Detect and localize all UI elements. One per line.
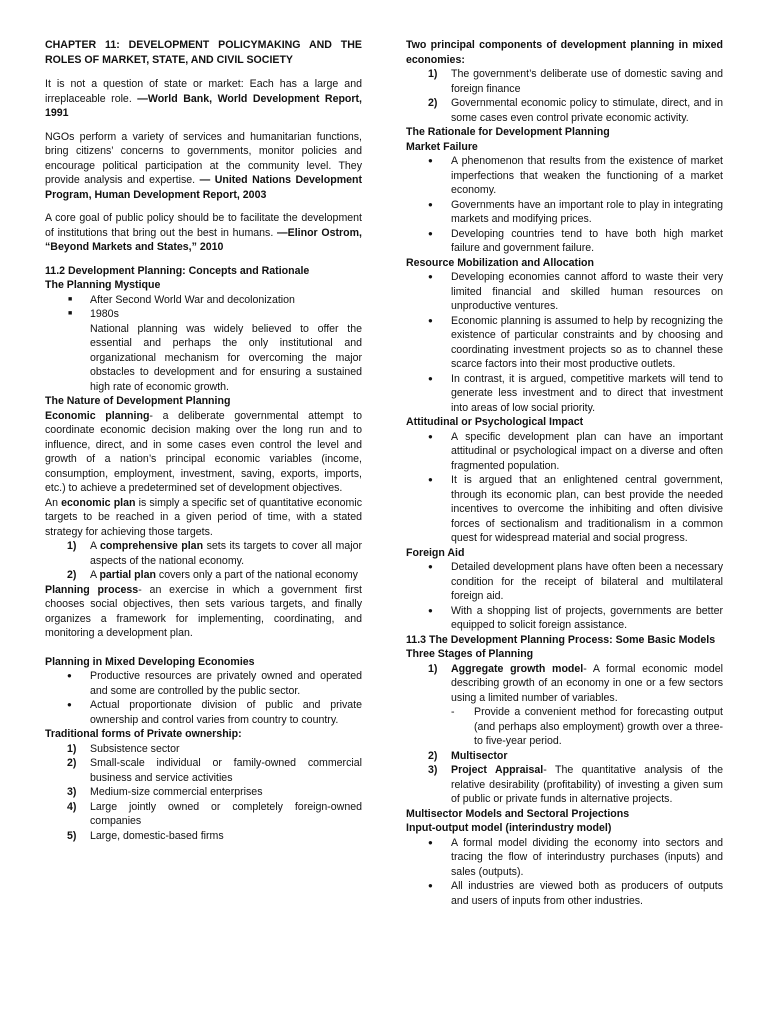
left-column — [45, 38, 362, 843]
attitudinal-heading: Attitudinal or Psychological Impact — [406, 416, 584, 428]
list-item: ■ 1980s — [45, 307, 362, 322]
quote-undp — [45, 130, 362, 203]
list-number: 2) — [67, 757, 77, 769]
item-text: - The quantitative analysis of the relative desirability (profitability) of investing a given sum of public or private funds in alternative projects. — [451, 764, 723, 805]
item-text: Medium-size commercial enterprises — [90, 786, 263, 798]
plan-types-list — [45, 539, 362, 583]
definition-text: is simply a specific set of quantitative economic targets to be reached in a given period of time, with a stated strategy for achieving those targets. — [45, 496, 363, 538]
list-item — [406, 67, 723, 96]
list-item: ● Developing countries tend to have both high market failure and government failure. — [406, 227, 723, 256]
quote-source: — United Nations Development Program, Human Development Report, 2003 — [45, 174, 363, 201]
list-item: ● Governments have an important role to play in integrating markets and modifying prices. — [406, 198, 723, 227]
list-number: 4) — [67, 800, 77, 813]
list-item — [45, 785, 362, 800]
list-item: ● Economic planning is assumed to help by recognizing the existence of particular constraints and by choosing and coordinating investment projects so as to channel these scarce factors into their most productive outlets. — [406, 314, 723, 372]
list-item — [406, 662, 723, 749]
mystique-list — [45, 293, 362, 322]
market-failure-heading: Market Failure — [406, 140, 478, 153]
list-number: 1) — [428, 68, 438, 80]
list-item — [45, 756, 362, 785]
list-item: ● A specific development plan can have an important attitudinal or psychological impact on a diverse and often fragmented population. — [406, 430, 723, 474]
item-text: sets its targets to cover all major aspects of the national economy. — [90, 540, 362, 567]
economic-planning-definition — [45, 409, 362, 496]
list-item — [45, 568, 362, 583]
definition-prefix: An — [45, 496, 62, 509]
definition-text: - a deliberate governmental attempt to coordinate economic decision making over the long run and to influence, direct, and in some cases even control the level and growth of a nation’s principal economic variables (income, consumption, employment, investment, saving, exports, imports, etc.) to achieve a predetermined set of development objectives. — [45, 409, 362, 494]
item-prefix: A — [90, 540, 101, 552]
mixed-economies-heading: Planning in Mixed Developing Economies — [45, 655, 255, 668]
quote-text: It is not a question of state or market: Each has a large and irreplaceable role. — [45, 78, 362, 105]
components-heading: Two principal components of development planning in mixed economies: — [406, 39, 723, 66]
foreign-aid-list — [406, 560, 723, 633]
list-item: ● All industries are viewed both as producers of outputs and users of inputs from other industries. — [406, 879, 723, 908]
list-item: ● In contrast, it is argued, competitive markets will tend to generate less investment and to direct that investment into areas of low social priority. — [406, 372, 723, 416]
quote-source: —Elinor Ostrom, “Beyond Markets and States,” 2010 — [45, 226, 363, 253]
resource-heading: Resource Mobilization and Allocation — [406, 256, 594, 269]
list-item: ● A formal model dividing the economy into sectors and tracing the flow of interindustry purchases (inputs) and sales (outputs). — [406, 836, 723, 880]
item-term: Multisector — [451, 749, 508, 762]
list-number: 3) — [428, 764, 438, 776]
definition-term: Economic planning — [45, 409, 150, 422]
list-item: ● It is argued that an enlightened central government, through its economic plan, can best provide the needed incentives to overcome the inhibiting and often divisive forces of sectionalism and traditionalism in a common quest for widespread material and social progress. — [406, 473, 723, 546]
list-item — [45, 829, 362, 844]
list-item: ● With a shopping list of projects, governments are better equipped to solicit foreign assistance. — [406, 604, 723, 633]
list-item: ■ After Second World War and decolonization — [45, 293, 362, 308]
mixed-economies-list — [45, 669, 362, 727]
list-number: 2) — [428, 97, 438, 109]
list-number: 2) — [67, 569, 77, 581]
list-item — [406, 749, 723, 764]
input-output-heading: Input-output model (interindustry model) — [406, 822, 612, 834]
item-text: Large jointly owned or completely foreign-owned companies — [90, 800, 362, 827]
item-text: Subsistence sector — [90, 742, 180, 755]
list-number: 3) — [67, 786, 77, 798]
list-item — [406, 763, 723, 807]
quote-text: NGOs perform a variety of services and humanitarian functions, bring citizens’ concerns to governments, monitor policies and encourage political participation at the community level. They provide analysis and expertise. — [45, 130, 362, 186]
definition-term: Planning process — [45, 583, 139, 596]
section-heading-11-3: 11.3 The Development Planning Process: Some Basic Models — [406, 633, 716, 646]
chapter-title: CHAPTER 11: DEVELOPMENT POLICYMAKING AND THE ROLES OF MARKET, STATE, AND CIVIL SOCIETY — [45, 39, 362, 66]
multisector-heading: Multisector Models and Sectoral Projections — [406, 807, 630, 820]
list-item — [45, 742, 362, 757]
components-list — [406, 67, 723, 125]
list-item: ● A phenomenon that results from the existence of market imperfections that weaken the functioning of a market economy. — [406, 154, 723, 198]
list-item: ● Actual proportionate division of public and private ownership and control varies from country to country. — [45, 698, 362, 727]
foreign-aid-heading: Foreign Aid — [406, 546, 465, 559]
list-item: ● Detailed development plans have often been a necessary condition for the receipt of bilateral and multilateral foreign aid. — [406, 560, 723, 604]
stage1-sublist — [451, 705, 723, 749]
definition-term: economic plan — [61, 496, 136, 509]
item-text: - A formal economic model describing growth of an economy in one or a few sectors using a limited number of variables. — [451, 662, 723, 704]
list-item — [45, 800, 362, 829]
item-term: Aggregate growth model — [451, 662, 584, 675]
item-text: Large, domestic-based firms — [90, 829, 224, 842]
three-stages-list — [406, 662, 723, 807]
quote-ostrom — [45, 211, 362, 255]
item-text: Small-scale individual or family-owned commercial business and service activities — [90, 757, 362, 784]
list-item — [45, 539, 362, 568]
item-text: covers only a part of the national economy — [155, 569, 358, 581]
list-number: 5) — [67, 829, 77, 842]
rationale-heading: The Rationale for Development Planning — [406, 126, 610, 138]
list-number: 1) — [428, 662, 438, 675]
list-number: 2) — [428, 749, 438, 762]
right-column — [406, 38, 723, 908]
traditional-ownership-heading: Traditional forms of Private ownership: — [45, 728, 242, 740]
economic-plan-definition — [45, 496, 362, 540]
list-number: 1) — [67, 540, 77, 552]
sub-list-item: - Provide a convenient method for forecasting output (and perhaps also employment) growth over a three- to five-year period. — [451, 705, 723, 749]
traditional-ownership-list — [45, 742, 362, 844]
nature-heading: The Nature of Development Planning — [45, 395, 231, 407]
list-item: ● Productive resources are privately owned and operated and some are controlled by the public sector. — [45, 669, 362, 698]
quote-text: A core goal of public policy should be to facilitate the development of institutions that bring out the best in humans. — [45, 212, 362, 239]
list-number: 1) — [67, 742, 77, 755]
resource-list — [406, 270, 723, 415]
list-item: ● Developing economies cannot afford to waste their very limited financial and skilled human resources on unproductive ventures. — [406, 270, 723, 314]
market-failure-list — [406, 154, 723, 256]
attitudinal-list — [406, 430, 723, 546]
planning-mystique-heading: The Planning Mystique — [45, 279, 161, 291]
planning-process-definition — [45, 583, 362, 641]
list-item — [406, 96, 723, 125]
mystique-paragraph: National planning was widely believed to offer the essential and perhaps the only institutional and organizational mechanism for overcoming the major obstacles to development and for ensuring a sustained high rate of economic growth. — [90, 322, 362, 393]
item-term: comprehensive plan — [100, 540, 204, 552]
section-heading-11-2: 11.2 Development Planning: Concepts and Rationale — [45, 264, 310, 277]
item-term: partial plan — [99, 569, 156, 581]
item-prefix: A — [90, 569, 100, 581]
quote-source: —World Bank, World Development Report, 1991 — [45, 92, 362, 119]
item-term: Project Appraisal — [451, 764, 544, 776]
item-text: The government’s deliberate use of domestic saving and foreign finance — [451, 68, 723, 95]
definition-text: - an exercise in which a government first chooses social objectives, then sets various targets, and finally organizes a framework for implementing, coordinating, and monitoring a development plan. — [45, 583, 363, 639]
quote-world-bank — [45, 77, 362, 121]
three-stages-heading: Three Stages of Planning — [406, 648, 534, 660]
item-text: Governmental economic policy to stimulate, direct, and in some cases even control private economic activity. — [451, 97, 723, 124]
input-output-list — [406, 836, 723, 909]
